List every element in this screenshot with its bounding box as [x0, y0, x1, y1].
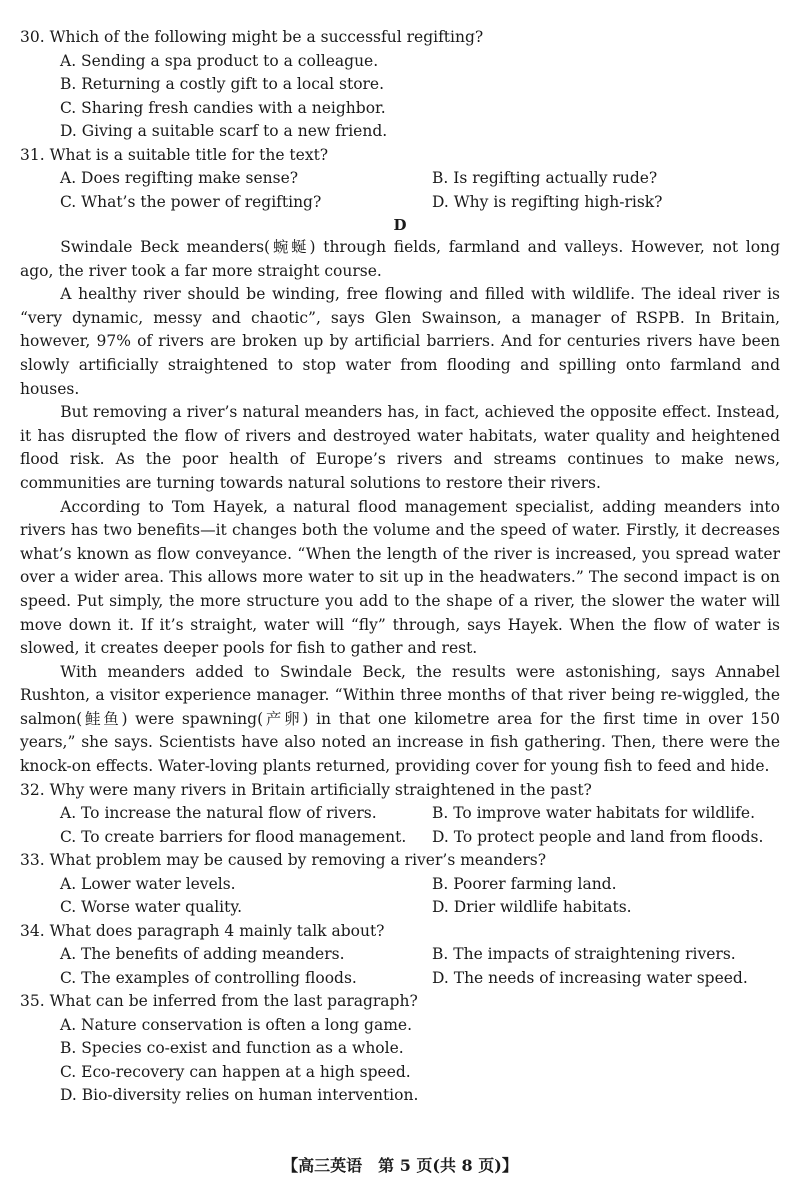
option-b: B. Species co-exist and function as a whole. [60, 1039, 404, 1058]
option-a: A. Sending a spa product to a colleague. [60, 51, 379, 70]
passage [20, 236, 780, 779]
option-row [20, 802, 780, 826]
option-d: D. Drier wildlife habitats. [432, 898, 632, 917]
question-34 [20, 920, 780, 991]
paragraph-1: Swindale Beck meanders(蜿蜒) through fields, farmland and valleys. However, not long ago, the river took a far more straight course. [20, 238, 780, 280]
option-a: A. The benefits of adding meanders. [60, 945, 345, 964]
option-b: B. Is regifting actually rude? [432, 169, 658, 187]
option-c: C. To create barriers for flood management. [60, 827, 407, 846]
option-b: B. Returning a costly gift to a local store. [60, 75, 385, 93]
option-d: D. Bio-diversity relies on human intervention. [60, 1086, 419, 1105]
question-32 [20, 779, 780, 850]
question-35 [20, 990, 780, 1108]
question-stem: 34. What does paragraph 4 mainly talk about? [20, 921, 385, 940]
section-heading: D [393, 216, 407, 234]
question-stem: 32. Why were many rivers in Britain artificially straightened in the past? [20, 780, 592, 799]
paragraph-2: A healthy river should be winding, free flowing and filled with wildlife. The ideal river is “very dynamic, messy and chaotic”, says Glen Swainson, a manager of RSPB. In Britain, however, 97% of rivers are broken up by artificial barriers. And for centuries rivers have been slowly artificially straightened to stop water from flooding and spilling onto farmland and houses. [20, 285, 780, 398]
option-c: C. Worse water quality. [60, 898, 242, 917]
option-d: D. To protect people and land from floods. [432, 827, 764, 846]
option-row [20, 167, 780, 191]
paragraph-4: According to Tom Hayek, a natural flood management specialist, adding meanders into rivers has two benefits—it changes both the volume and the speed of water. Firstly, it decreases what’s known as flow conveyance. “When the length of the river is increased, you spread water over a wider area. This allows more water to sit up in the headwaters.” The second impact is on speed. Put simply, the more structure you add to the shape of a river, the slower the water will move down it. If it’s straight, water will “fly” through, says Hayek. When the flow of water is slowed, it creates deeper pools for fish to gather and rest. [20, 497, 780, 658]
option-c: C. The examples of controlling floods. [60, 968, 357, 987]
question-stem: 33. What problem may be caused by removing a river’s meanders? [20, 851, 547, 870]
option-b: B. To improve water habitats for wildlife. [432, 804, 756, 823]
option-a: A. Does regifting make sense? [60, 169, 299, 187]
paragraph-3: But removing a river’s natural meanders has, in fact, achieved the opposite effect. Instead, it has disrupted the flow of rivers and destroyed water habitats, water quality and heightened flood risk. As the poor health of Europe’s rivers and streams continues to make news, communities are turning towards natural solutions to restore their rivers. [20, 403, 780, 492]
option-row [20, 826, 780, 850]
option-row [20, 896, 780, 920]
page-footer: 【高三英语 第 5 页(共 8 页)】 [282, 1156, 518, 1175]
paragraph-5: With meanders added to Swindale Beck, the results were astonishing, says Annabel Rushton, a visitor experience manager. “Within three months of that river being re-wiggled, the salmon(鲑鱼) were spawning(产卵) in that one kilometre area for the first time in over 150 years,” she says. Scientists have also noted an increase in fish gathering. Then, there were the knock-on effects. Water-loving plants returned, providing cover for young fish to feed and hide. [20, 662, 780, 776]
option-c: C. What’s the power of regifting? [60, 192, 322, 211]
option-row [20, 967, 780, 991]
option-row [20, 943, 780, 967]
option-d: D. Why is regifting high-risk? [432, 192, 663, 211]
option-c: C. Eco-recovery can happen at a high speed. [60, 1062, 411, 1081]
option-a: A. To increase the natural flow of rivers. [60, 804, 377, 823]
option-c: C. Sharing fresh candies with a neighbor. [60, 98, 386, 117]
option-row [20, 191, 780, 215]
option-b: B. Poorer farming land. [432, 874, 617, 893]
question-30 [20, 26, 780, 144]
option-b: B. The impacts of straightening rivers. [432, 945, 736, 964]
option-a: A. Nature conservation is often a long game. [60, 1015, 412, 1034]
option-d: D. Giving a suitable scarf to a new friend. [60, 122, 388, 140]
question-stem: 31. What is a suitable title for the text? [20, 145, 329, 164]
question-stem: 30. Which of the following might be a successful regifting? [20, 28, 484, 46]
option-d: D. The needs of increasing water speed. [432, 968, 748, 987]
question-33 [20, 849, 780, 920]
question-31 [20, 144, 780, 215]
option-a: A. Lower water levels. [60, 874, 236, 893]
question-stem: 35. What can be inferred from the last paragraph? [20, 992, 418, 1011]
option-row [20, 873, 780, 897]
